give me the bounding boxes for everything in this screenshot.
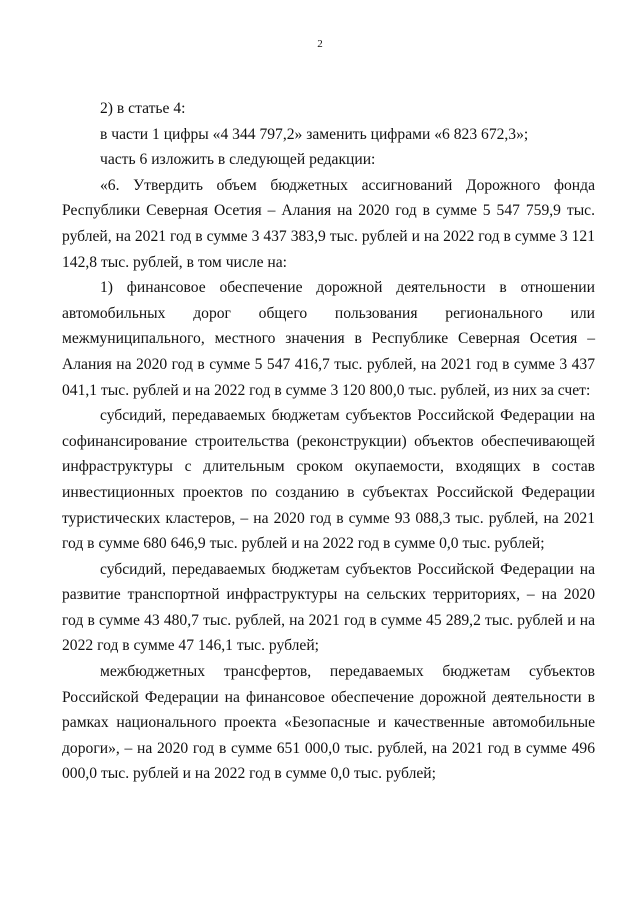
amendment-item-2: 2) в статье 4: <box>100 100 186 117</box>
paragraph-road-activity: 1) финансовое обеспечение дорожной деятельности в отношении автомобильных дорог общего пользования регионального или межмуниципального, местного значения в Республике Северная Осетия – Алания на 2020 год в сумме 5 547 416,7 тыс. рублей, на 2021 год в сумме 3 437 041,1 тыс. рублей и на 2022 год в сумме 3 120 800,0 тыс. рублей, из них за счет: <box>62 279 595 399</box>
paragraph-rural-transport: субсидий, передаваемых бюджетам субъектов Российской Федерации на развитие транспортной инфраструктуры на сельских территориях, – на 2020 год в сумме 43 480,7 тыс. рублей, на 2021 год в сумме 45 289,2 тыс. рублей и на 2022 год в сумме 47 146,1 тыс. рублей; <box>62 560 595 655</box>
paragraph-national-project: межбюджетных трансфертов, передаваемых бюджетам субъектов Российской Федерации на финансовое обеспечение дорожной деятельности в рамках национального проекта «Безопасные и качественные автомобильные дороги», – на 2020 год в сумме 651 000,0 тыс. рублей, на 2021 год в сумме 496 000,0 тыс. рублей и на 2022 год в сумме 0,0 тыс. рублей; <box>62 663 595 783</box>
paragraph-tourist-clusters: субсидий, передаваемых бюджетам субъектов Российской Федерации на софинансирование строительства (реконструкции) объектов обеспечивающей инфраструктуры с длительным сроком окупаемости, входящих в состав инвестиционных проектов по созданию в субъектах Российской Федерации туристических кластеров, – на 2020 год в сумме 93 088,3 тыс. рублей, на 2021 год в сумме 680 646,9 тыс. рублей и на 2022 год в сумме 0,0 тыс. рублей; <box>62 407 595 553</box>
amendment-part-6-intro: часть 6 изложить в следующей редакции: <box>100 151 376 169</box>
amendment-part-1: в части 1 цифры «4 344 797,2» заменить цифрами «6 823 672,3»; <box>100 125 529 143</box>
page-number: 2 <box>317 38 323 50</box>
document-body <box>62 96 595 787</box>
paragraph-road-fund: «6. Утвердить объем бюджетных ассигнований Дорожного фонда Республики Северная Осетия – Алания на 2020 год в сумме 5 547 759,9 тыс. рублей, на 2021 год в сумме 3 437 383,9 тыс. рублей и на 2022 год в сумме 3 121 142,8 тыс. рублей, в том числе на: <box>62 176 595 271</box>
